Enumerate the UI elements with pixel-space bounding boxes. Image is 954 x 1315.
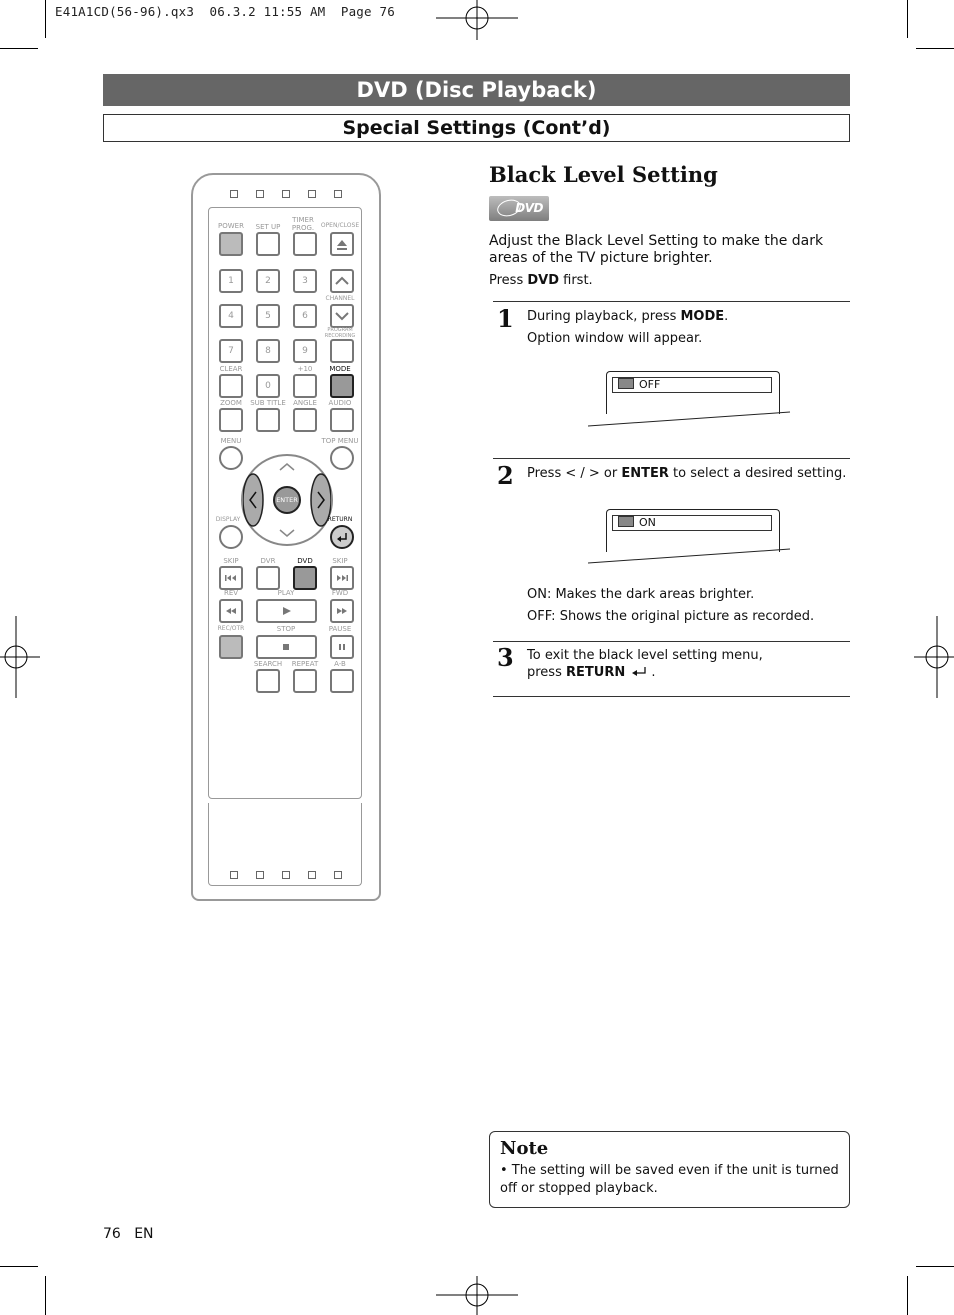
rec-otr-label: REC/OTR bbox=[217, 625, 245, 632]
dvd-button bbox=[293, 566, 317, 590]
return-button bbox=[330, 525, 354, 549]
osd-screen-edge bbox=[588, 547, 792, 565]
osd-window-on bbox=[606, 509, 780, 552]
dvd-icon-label: DVD bbox=[515, 201, 543, 215]
press-prefix: Press bbox=[489, 273, 528, 288]
step-divider bbox=[493, 696, 850, 697]
step-divider bbox=[493, 641, 850, 642]
press-suffix: first. bbox=[559, 273, 593, 288]
display-label: DISPLAY bbox=[215, 516, 241, 523]
remote-dot bbox=[282, 871, 290, 879]
repeat-label: REPEAT bbox=[291, 660, 319, 668]
search-label: SEARCH bbox=[253, 660, 283, 668]
note-box bbox=[489, 1131, 850, 1208]
digit-3-button: 3 bbox=[293, 269, 317, 293]
clear-label: CLEAR bbox=[219, 365, 243, 373]
press-key: DVD bbox=[527, 273, 560, 288]
remote-dot bbox=[256, 871, 264, 879]
step-2-suffix: to select a desired setting. bbox=[668, 466, 847, 481]
black-level-icon bbox=[618, 378, 634, 389]
digit-2-button: 2 bbox=[256, 269, 280, 293]
angle-label: ANGLE bbox=[293, 399, 317, 407]
osd-value: OFF bbox=[639, 378, 661, 391]
off-description: OFF: Shows the original picture as recorded. bbox=[527, 609, 815, 624]
registration-mark-top bbox=[436, 0, 518, 40]
left-right-arrows: < / > bbox=[565, 466, 600, 481]
rev-button bbox=[219, 599, 243, 623]
note-title: Note bbox=[500, 1138, 549, 1159]
plus10-label: +10 bbox=[297, 365, 313, 373]
ab-label: A-B bbox=[334, 660, 346, 668]
pause-label: PAUSE bbox=[328, 625, 352, 633]
chapter-banner: DVD (Disc Playback) bbox=[103, 74, 850, 106]
remote-dot bbox=[308, 871, 316, 879]
open-close-button bbox=[330, 232, 354, 256]
step-2-line1 bbox=[527, 465, 846, 482]
direction-pad bbox=[241, 454, 333, 546]
timer-prog-button bbox=[293, 232, 317, 256]
pause-button bbox=[330, 635, 354, 659]
osd-option-row bbox=[612, 515, 772, 531]
remote-dot bbox=[256, 190, 264, 198]
step-1-key: MODE bbox=[680, 309, 725, 324]
step-1-number: 1 bbox=[497, 304, 514, 333]
digit-0-button: 0 bbox=[256, 374, 280, 398]
channel-label: CHANNEL bbox=[325, 295, 355, 302]
channel-up-button bbox=[330, 269, 354, 293]
mode-button bbox=[330, 374, 354, 398]
digit-8-button: 8 bbox=[256, 339, 280, 363]
osd-option-row bbox=[612, 377, 772, 393]
remote-dot bbox=[308, 190, 316, 198]
step-3-suffix: . bbox=[651, 665, 656, 680]
digit-6-button: 6 bbox=[293, 304, 317, 328]
registration-mark-left bbox=[0, 616, 40, 698]
step-2-key: ENTER bbox=[621, 466, 669, 481]
enter-button: ENTER bbox=[273, 486, 301, 514]
black-level-icon bbox=[618, 516, 634, 527]
digit-5-button: 5 bbox=[256, 304, 280, 328]
step-1-prefix: During playback, press bbox=[527, 309, 681, 324]
step-2-middle: or bbox=[599, 466, 622, 481]
stop-label: STOP bbox=[276, 625, 296, 633]
top-menu-button bbox=[330, 446, 354, 470]
channel-down-button bbox=[330, 304, 354, 328]
search-button bbox=[256, 669, 280, 693]
on-description: ON: Makes the dark areas brighter. bbox=[527, 587, 755, 602]
osd-value: ON bbox=[639, 516, 656, 529]
step-3-line1: To exit the black level setting menu, bbox=[527, 648, 763, 663]
remote-dot bbox=[230, 190, 238, 198]
registration-mark-bottom bbox=[436, 1276, 518, 1315]
step-1-suffix: . bbox=[724, 309, 729, 324]
step-3-prefix: press bbox=[527, 665, 566, 680]
fwd-button bbox=[330, 599, 354, 623]
press-dvd-instruction bbox=[489, 273, 593, 288]
remote-dot bbox=[334, 190, 342, 198]
subtitle-button bbox=[256, 408, 280, 432]
osd-window-off bbox=[606, 371, 780, 414]
power-button bbox=[219, 232, 243, 256]
step-1-line1 bbox=[527, 308, 728, 325]
return-arrow-icon bbox=[629, 666, 651, 676]
top-menu-label: TOP MENU bbox=[321, 437, 359, 445]
ab-button bbox=[330, 669, 354, 693]
registration-mark-right bbox=[914, 616, 954, 698]
skip-back-label: SKIP bbox=[223, 557, 239, 565]
step-1-line2: Option window will appear. bbox=[527, 331, 703, 346]
step-divider bbox=[493, 301, 850, 302]
skip-forward-label: SKIP bbox=[332, 557, 348, 565]
step-2-prefix: Press bbox=[527, 466, 566, 481]
audio-label: AUDIO bbox=[328, 399, 352, 407]
remote-dot bbox=[230, 871, 238, 879]
audio-button bbox=[330, 408, 354, 432]
dvd-label: DVD bbox=[297, 557, 313, 565]
digit-7-button: 7 bbox=[219, 339, 243, 363]
remote-dot bbox=[334, 871, 342, 879]
play-label: PLAY bbox=[277, 589, 295, 597]
return-label: RETURN bbox=[327, 516, 353, 523]
language-code: EN bbox=[134, 1226, 154, 1242]
program-recording-label: PROGRAM RECORDING bbox=[324, 327, 356, 339]
dvr-label: DVR bbox=[260, 557, 276, 565]
digit-9-button: 9 bbox=[293, 339, 317, 363]
plus10-button bbox=[293, 374, 317, 398]
play-button bbox=[256, 599, 317, 623]
dvd-disc-icon bbox=[489, 196, 549, 221]
step-2-number: 2 bbox=[497, 461, 514, 490]
display-button bbox=[219, 525, 243, 549]
remote-dot bbox=[282, 190, 290, 198]
open-close-label: OPEN/CLOSE bbox=[320, 222, 360, 229]
angle-button bbox=[293, 408, 317, 432]
step-3-key: RETURN bbox=[566, 665, 626, 680]
dvr-button bbox=[256, 566, 280, 590]
osd-screen-edge bbox=[588, 410, 792, 428]
setup-button bbox=[256, 232, 280, 256]
skip-back-button bbox=[219, 566, 243, 590]
zoom-button bbox=[219, 408, 243, 432]
print-header: E41A1CD(56-96).qx3 06.3.2 11:55 AM Page 76 bbox=[55, 4, 395, 19]
subtitle-label: SUB TITLE bbox=[250, 399, 286, 407]
step-divider bbox=[493, 458, 850, 459]
note-text: • The setting will be saved even if the unit is turned off or stopped playback. bbox=[500, 1163, 839, 1196]
skip-forward-button bbox=[330, 566, 354, 590]
remote-control-illustration bbox=[191, 173, 381, 901]
setup-label: SET UP bbox=[255, 223, 281, 231]
menu-button bbox=[219, 446, 243, 470]
program-recording-button bbox=[330, 339, 354, 363]
page-footer bbox=[103, 1226, 154, 1242]
stop-button bbox=[256, 635, 317, 659]
rec-otr-button bbox=[219, 635, 243, 659]
step-3-number: 3 bbox=[497, 643, 514, 672]
digit-1-button: 1 bbox=[219, 269, 243, 293]
repeat-button bbox=[293, 669, 317, 693]
clear-button bbox=[219, 374, 243, 398]
power-label: POWER bbox=[218, 222, 244, 230]
step-3-line2 bbox=[527, 664, 656, 681]
rev-label: REV bbox=[223, 589, 239, 597]
page-number: 76 bbox=[103, 1226, 121, 1242]
zoom-label: ZOOM bbox=[220, 399, 242, 407]
section-banner: Special Settings (Cont’d) bbox=[103, 114, 850, 142]
fwd-label: FWD bbox=[331, 589, 349, 597]
digit-4-button: 4 bbox=[219, 304, 243, 328]
timer-prog-label: TIMER PROG. bbox=[291, 216, 315, 232]
intro-text: Adjust the Black Level Setting to make the dark areas of the TV picture brighter. bbox=[489, 233, 824, 266]
mode-label: MODE bbox=[329, 365, 351, 373]
menu-label: MENU bbox=[220, 437, 242, 445]
section-title: Black Level Setting bbox=[489, 162, 718, 187]
